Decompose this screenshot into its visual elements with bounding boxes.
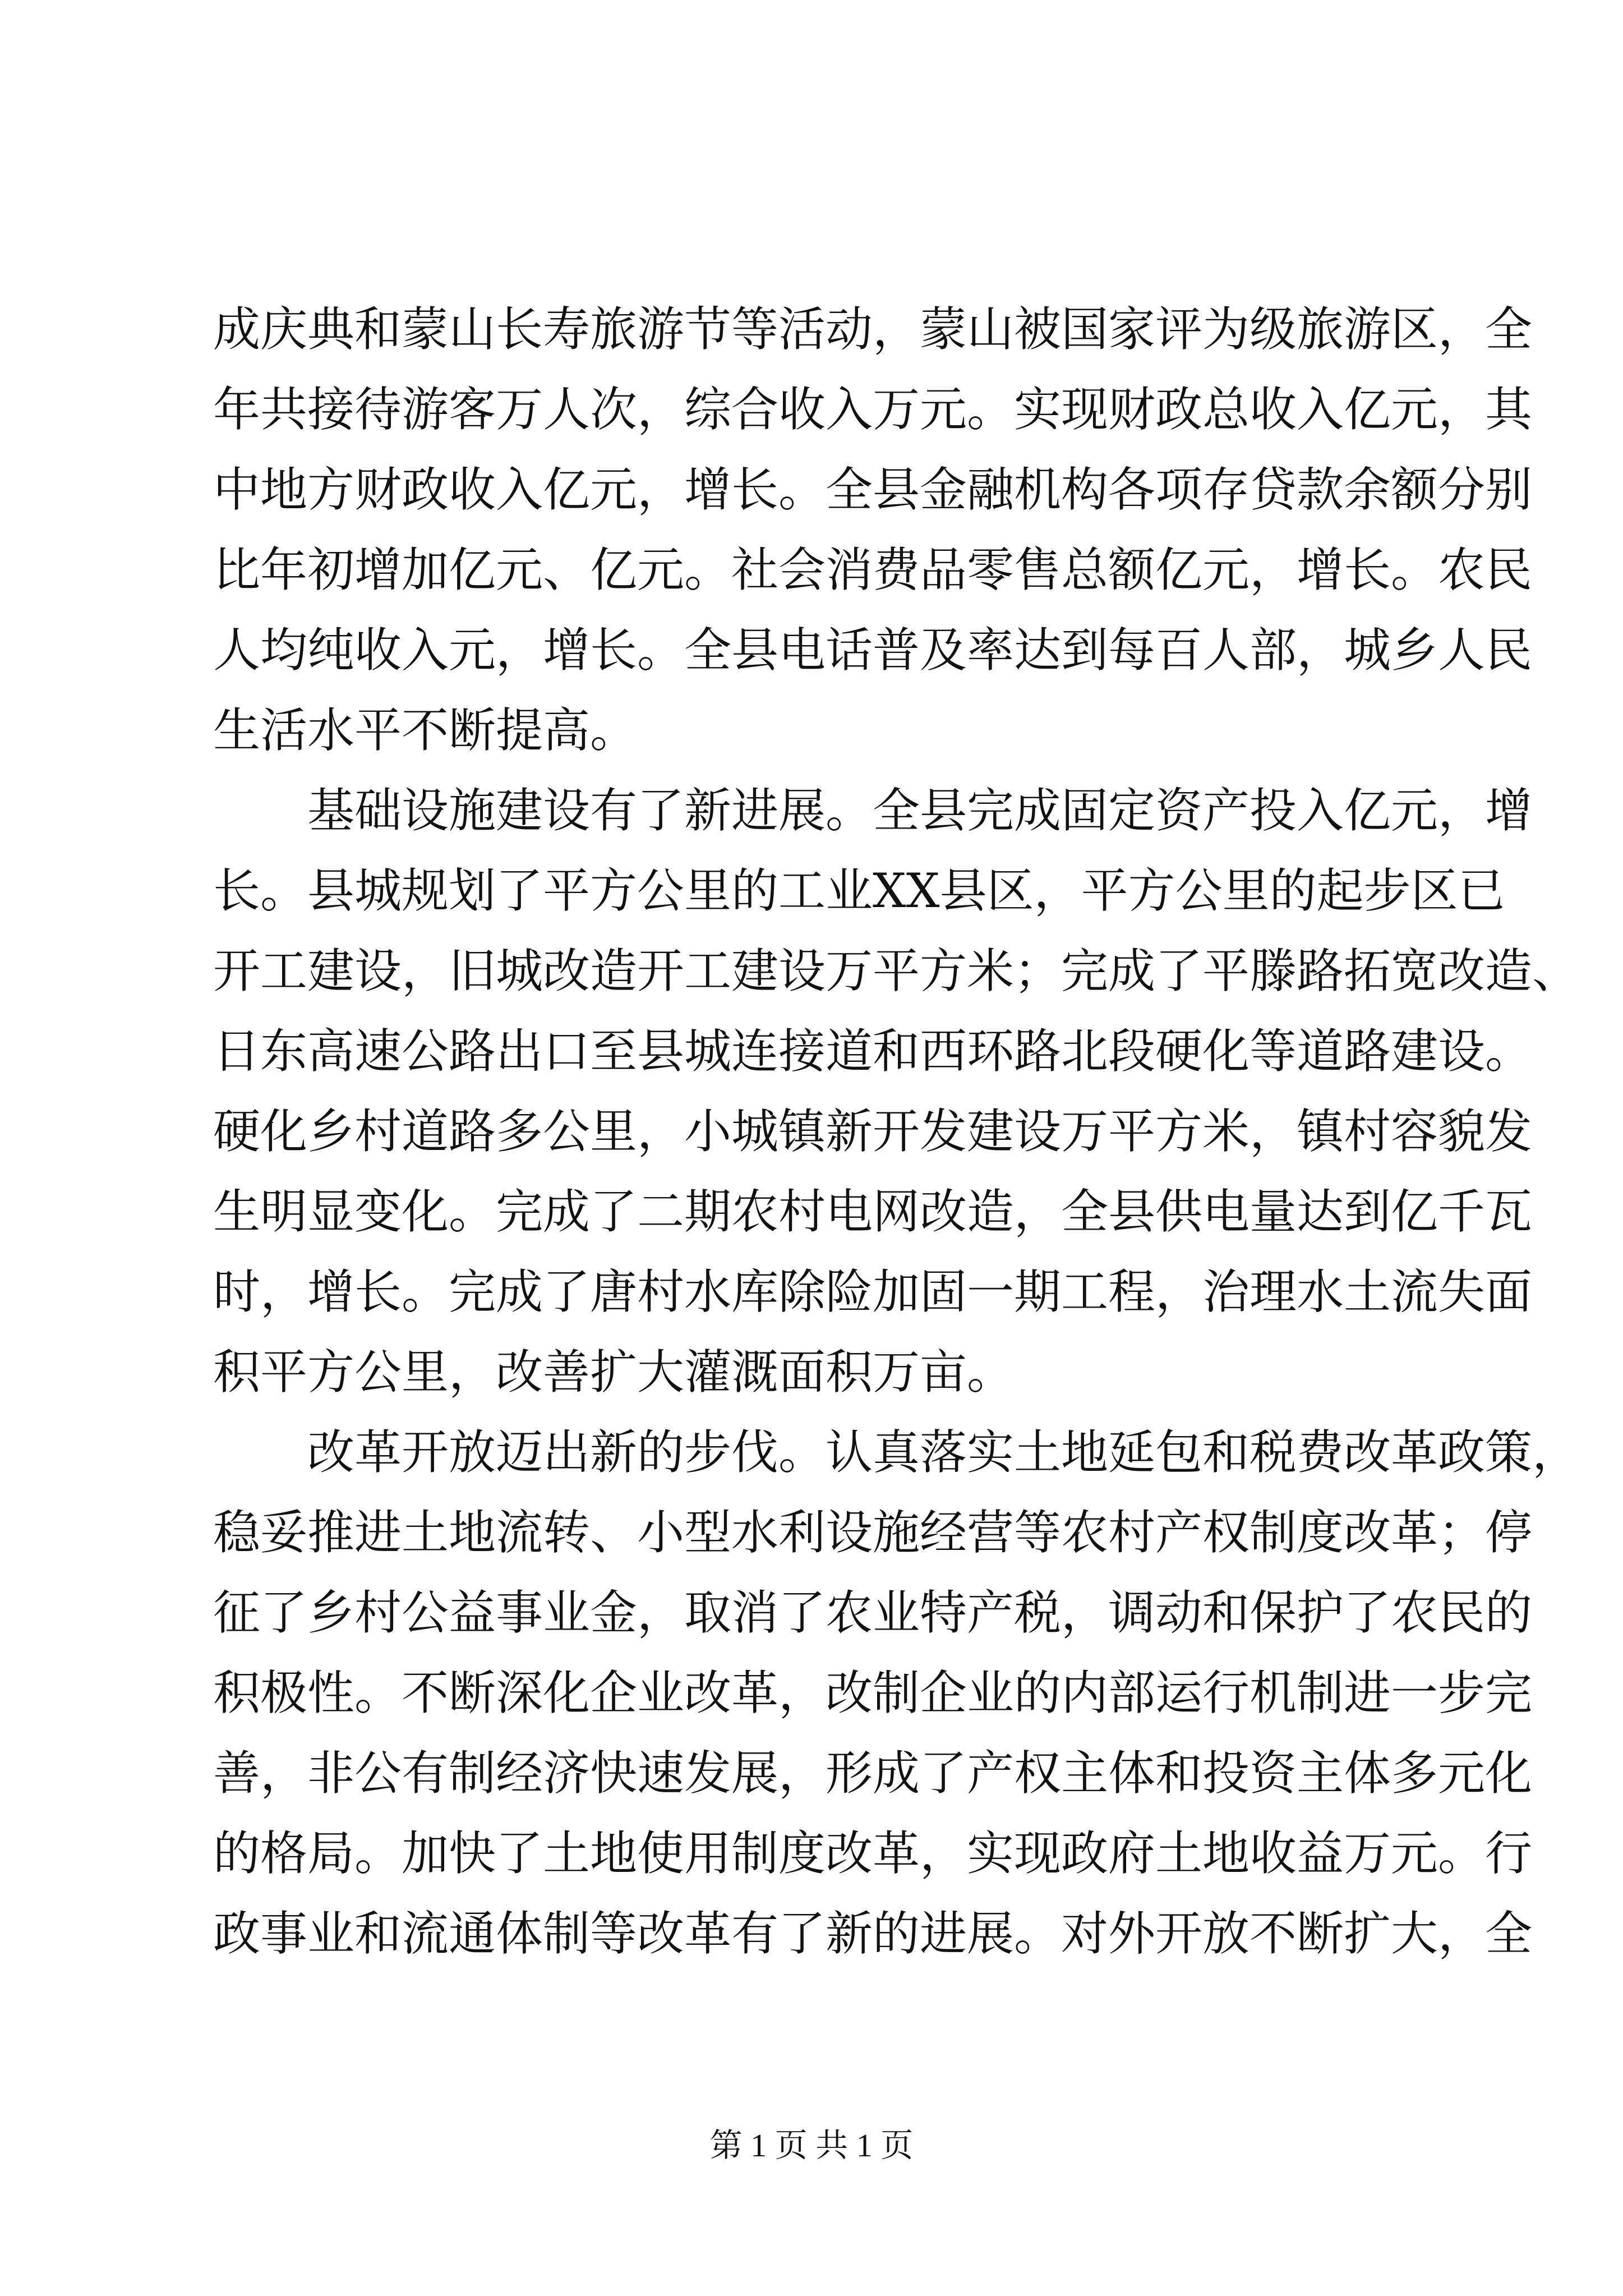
page-footer: 第 1 页 共 1 页 xyxy=(709,2127,914,2164)
text-line: 人均纯收入元，增长。全县电话普及率达到每百人部，城乡人民 xyxy=(213,623,1533,678)
text-line: 开工建设，旧城改造开工建设万平方米；完成了平滕路拓宽改造、 xyxy=(213,944,1580,999)
body-text xyxy=(213,289,1580,1974)
text-line: 年共接待游客万人次，综合收入万元。实现财政总收入亿元，其 xyxy=(213,382,1533,437)
text-line: 比年初增加亿元、亿元。社会消费品零售总额亿元，增长。农民 xyxy=(213,542,1533,597)
text-line: 政事业和流通体制等改革有了新的进展。对外开放不断扩大，全 xyxy=(213,1906,1533,1961)
text-line: 成庆典和蒙山长寿旅游节等活动，蒙山被国家评为级旅游区，全 xyxy=(213,302,1533,357)
text-line: 硬化乡村道路多公里，小城镇新开发建设万平方米，镇村容貌发 xyxy=(213,1104,1533,1159)
text-line: 生明显变化。完成了二期农村电网改造，全县供电量达到亿千瓦 xyxy=(213,1184,1533,1239)
text-line: 改革开放迈出新的步伐。认真落实土地延包和税费改革政策， xyxy=(307,1425,1580,1480)
text-line: 生活水平不断提高。 xyxy=(213,703,638,758)
text-line: 基础设施建设有了新进展。全县完成固定资产投入亿元，增 xyxy=(307,783,1533,838)
text-line: 时，增长。完成了唐村水库除险加固一期工程，治理水土流失面 xyxy=(213,1264,1533,1319)
text-line: 稳妥推进土地流转、小型水利设施经营等农村产权制度改革；停 xyxy=(213,1505,1533,1560)
text-line: 征了乡村公益事业金，取消了农业特产税，调动和保护了农民的 xyxy=(213,1585,1533,1640)
text-line: 积极性。不断深化企业改革，改制企业的内部运行机制进一步完 xyxy=(213,1665,1533,1720)
text-line: 长。县城规划了平方公里的工业XX县区，平方公里的起步区已 xyxy=(213,863,1505,918)
text-line: 的格局。加快了土地使用制度改革，实现政府土地收益万元。行 xyxy=(213,1826,1533,1881)
text-line: 中地方财政收入亿元，增长。全县金融机构各项存贷款余额分别 xyxy=(213,462,1533,517)
text-line: 日东高速公路出口至县城连接道和西环路北段硬化等道路建设。 xyxy=(213,1024,1533,1079)
text-line: 善，非公有制经济快速发展，形成了产权主体和投资主体多元化 xyxy=(213,1746,1533,1801)
text-line: 积平方公里，改善扩大灌溉面积万亩。 xyxy=(213,1345,1015,1400)
